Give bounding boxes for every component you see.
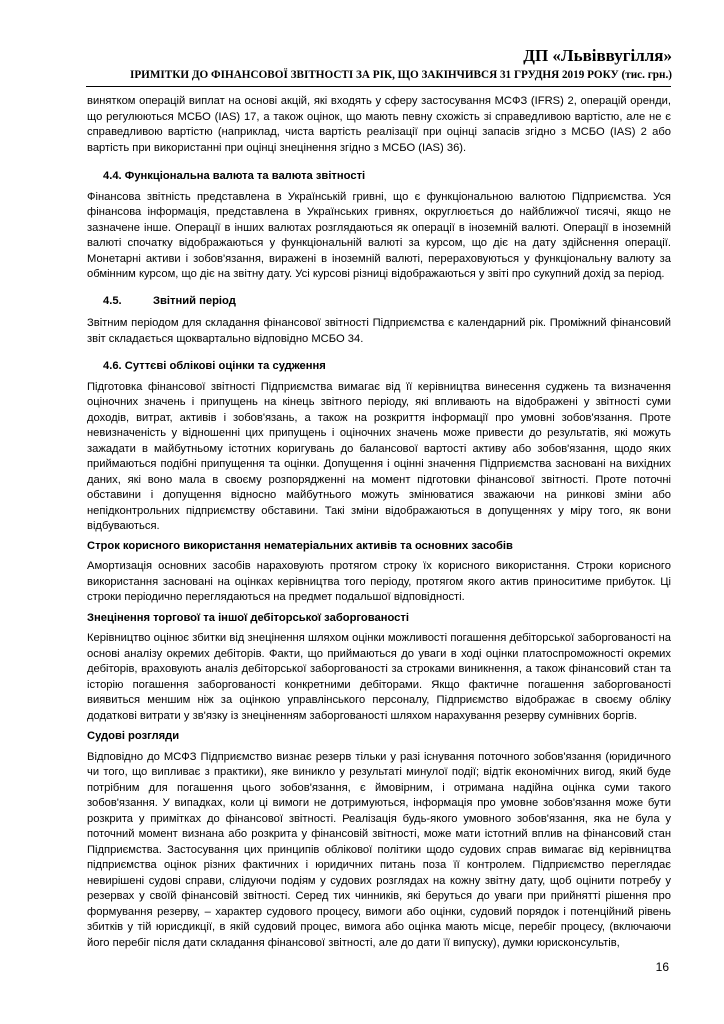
section-text: Фінансова звітність представлена в Українській гривні, що є функціональною валютою Підприємства. Уся фінансова інформація, представлена в Українських гривнях, округлюється до найближчої тисячі, якщо не зазначене інше. Операції в інших валютах розглядаються як операції в іноземній валюті. Операції в іноземній валюті спочатку відображаються у функціональній валюті за курсом, що діє на дату здійснення операції. Монетарні активи і зобов'язання, виражені в іноземній валюті, перераховуються у функціональну валюту за обмінним курсом, що діє на звітну дату. Усі курсові різниці відображаються у звіті про сукупний дохід за період. bbox=[87, 190, 671, 280]
section-number: 4.6. bbox=[103, 360, 122, 372]
company-title: ДП «Львіввугілля» bbox=[523, 46, 672, 65]
section-4-5 bbox=[87, 294, 671, 348]
header-divider bbox=[86, 86, 671, 87]
subsection-text: Відповідно до МСФЗ Підприємство визнає резерв тільки у разі існування поточного зобов'язання (юридичного чи того, що випливає з практики), яке виникло у результаті минулої події; відтік економічних вигод, який буде потрібним для погашення цього зобов'язання, є ймовірним, і отримана надійна оцінка суми такого зобов'язання. У випадках, коли ці вимоги не дотримуються, інформація про умовне зобов'язання може бути розкрита у примітках до фінансової звітності. Реалізація будь-якого умовного зобов'язання, яка не була у поточний момент визнана або розкрита у фінансовій звітності, може мати істотний вплив на фінансовий стан Підприємства. Застосування цих принципів облікової політики щодо судових справ вимагає від керівництва підприємства оцінок різних фактичних і юридичних питань поза її контролем. Підприємство переглядає невирішені судові справи, слідуючи подіям у судових розглядах на кожну звітну дату, щоб оцінити потребу у резервах у своїй фінансовій звітності. Серед тих чинників, які беруться до уваги при прийнятті рішення про формування резерву, – характер судового процесу, вимоги або оцінки, судовий порядок і потенційний рівень збитків у тій юрисдикції, в якій судовий процес, вимога або оцінка мають місце, перебіг процесу, (включаючи його перебіг після дати складання фінансової звітності, але до дати її випуску), думки юрисконсультів, bbox=[87, 750, 671, 949]
intro-paragraph: винятком операцій виплат на основі акцій, які входять у сферу застосування МСФЗ (IFRS) 2, операцій оренди, що регулюються МСБО (IAS) 17, а також оцінок, що мають певну схожість зі справедливою вартістю, але не є справедливою вартістю (наприклад, чиста вартість реалізації при оцінці запасів згідно з МСБО (IAS) 2 або вартість при використанні при оцінці знецінення згідно з МСБО (IAS) 36). bbox=[87, 95, 671, 154]
document-body bbox=[87, 94, 671, 951]
subsection-text: Амортизація основних засобів нараховують протягом строку їх корисного використання. Строки корисного використання засновані на оцінках керівництва того періоду, протягом якого актив приноситиме прибуток. Ці строки періодично переглядаються на предмет подальшої відповідності. bbox=[87, 560, 671, 603]
section-4-4 bbox=[87, 169, 671, 283]
subsection-impairment bbox=[87, 611, 671, 725]
subsection-text: Керівництво оцінює збитки від знецінення шляхом оцінки можливості погашення дебіторської заборгованості на основі аналізу окремих дебіторів. Факти, що приймаються до уваги в ході оцінки платоспроможності окремих дебіторів, враховують аналіз дебіторської заборгованості за строками виникнення, а також фінансовий стан та історію погашення заборгованості конкретними дебіторами. Якщо фактичне погашення заборгованості виявиться меншим ніж за оцінкою управлінського персоналу, Підприємство відображає в своєму обліку додаткові витрати у зв'язку із знеціненням заборгованості шляхом нарахування резерву сумнівних боргів. bbox=[87, 632, 671, 722]
subsection-title: Знецінення торгової та іншої дебіторської заборгованості bbox=[87, 611, 409, 624]
section-heading bbox=[103, 294, 671, 310]
section-title: Звітний період bbox=[153, 294, 236, 307]
page-number: 16 bbox=[655, 960, 669, 974]
section-title: Функціональна валюта та валюта звітності bbox=[124, 170, 366, 182]
section-title: Суттєві облікові оцінки та судження bbox=[124, 360, 326, 372]
section-4-6 bbox=[87, 359, 671, 535]
subsection-title: Строк корисного використання нематеріальних активів та основних засобів bbox=[87, 539, 513, 552]
section-text: Підготовка фінансової звітності Підприємства вимагає від її керівництва винесення суджень та визначення оціночних значень і припущень на кінець звітного періоду, які впливають на відображені у звітності суми доходів, витрат, активів і зобов'язань, а також на розкриття інформації про умовні зобов'язання. Проте невизначеність у відношенні цих припущень і оціночних значень може привести до результатів, які можуть зажадати в майбутньому істотних коригувань до балансової вартості активу або зобов'язання, щодо яких приймаються подібні припущення та оцінки. Допущення і оцінні значення Підприємства засновані на вихідних даних, які воно мала в своєму розпорядженні на момент підготовки фінансової звітності. Проте поточні обставини і допущення відносно майбутнього можуть змінюватися зважаючи на ринкові зміни або непідконтрольних підприємству обставини. Такі зміни відображаються в допущеннях у міру того, як вони відбуваються. bbox=[87, 380, 671, 532]
section-heading bbox=[103, 169, 671, 185]
subsection-title: Судові розгляди bbox=[87, 730, 180, 742]
section-heading bbox=[103, 359, 671, 375]
document-subtitle: ІРИМІТКИ ДО ФІНАНСОВОЇ ЗВІТНОСТІ ЗА РІК, ЩО ЗАКІНЧИВСЯ 31 ГРУДНЯ 2019 РОКУ (тис. грн.) bbox=[129, 69, 672, 81]
section-number: 4.4. bbox=[103, 170, 122, 182]
section-number: 4.5. bbox=[103, 294, 122, 307]
subsection-litigation bbox=[87, 729, 671, 951]
subsection-useful-life bbox=[87, 539, 671, 606]
section-text: Звітним періодом для складання фінансової звітності Підприємства є календарний рік. Проміжний фінансовий звіт складається щоквартально відповідно МСБО 34. bbox=[87, 317, 671, 345]
